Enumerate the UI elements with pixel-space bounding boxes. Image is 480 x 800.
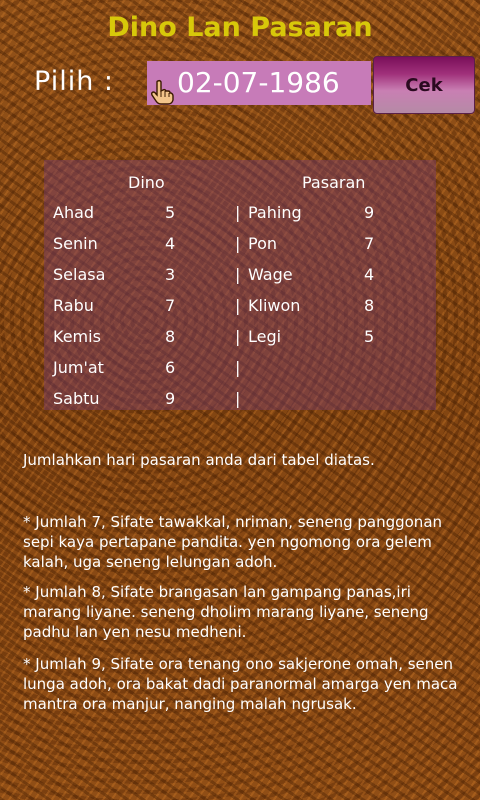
column-separator: | [235, 203, 241, 222]
dino-value: 4 [165, 234, 176, 253]
dino-name: Ahad [53, 203, 95, 222]
cek-button[interactable]: Cek [373, 56, 475, 114]
column-separator: | [235, 327, 241, 346]
dino-name: Senin [53, 234, 98, 253]
dino-value: 7 [165, 296, 176, 315]
dino-name: Rabu [53, 296, 94, 315]
dino-name: Sabtu [53, 389, 100, 408]
dino-value: 9 [165, 389, 176, 408]
dino-value: 6 [165, 358, 176, 377]
pasaran-name: Legi [248, 327, 282, 346]
column-separator: | [235, 234, 241, 253]
column-separator: | [235, 389, 241, 408]
pasaran-value: 5 [364, 327, 375, 346]
date-value: 02-07-1986 [177, 66, 340, 99]
result-text: * Jumlah 7, Sifate tawakkal, nriman, seneng panggonan sepi kaya pertapane pandita. yen ngomong ora gelem kalah, uga seneng lelungan adoh. [23, 513, 443, 571]
pasaran-value: 7 [364, 234, 375, 253]
column-separator: | [235, 358, 241, 377]
dino-name: Selasa [53, 265, 106, 284]
result-text: * Jumlah 9, Sifate ora tenang ono sakjerone omah, senen lunga adoh, ora bakat dadi paranormal amarga yen maca mantra ora manjur, nanging malah ngrusak. [23, 655, 458, 713]
hand-pointer-icon [149, 79, 175, 105]
pasaran-name: Kliwon [248, 296, 301, 315]
column-separator: | [235, 296, 241, 315]
dino-name: Jum'at [53, 358, 104, 377]
pasaran-value: 4 [364, 265, 375, 284]
dino-name: Kemis [53, 327, 101, 346]
pasaran-name: Pahing [248, 203, 302, 222]
result-text: * Jumlah 8, Sifate brangasan lan gampang panas,iri marang liyane. seneng dholim marang liyane, seneng padhu lan yen nesu medheni. [23, 583, 429, 641]
dino-value: 5 [165, 203, 176, 222]
pasaran-value: 8 [364, 296, 375, 315]
instruction-text: Jumlahkan hari pasaran anda dari tabel diatas. [23, 451, 375, 469]
pasaran-name: Pon [248, 234, 278, 253]
pasaran-value: 9 [364, 203, 375, 222]
header-pasaran: Pasaran [302, 173, 366, 192]
column-separator: | [235, 265, 241, 284]
dino-value: 8 [165, 327, 176, 346]
header-dino: Dino [128, 173, 165, 192]
dino-value: 3 [165, 265, 176, 284]
pasaran-name: Wage [248, 265, 293, 284]
weton-table [44, 160, 436, 410]
pilih-label: Pilih : [34, 66, 114, 97]
date-input[interactable] [147, 61, 371, 105]
app-title: Dino Lan Pasaran [107, 12, 373, 43]
